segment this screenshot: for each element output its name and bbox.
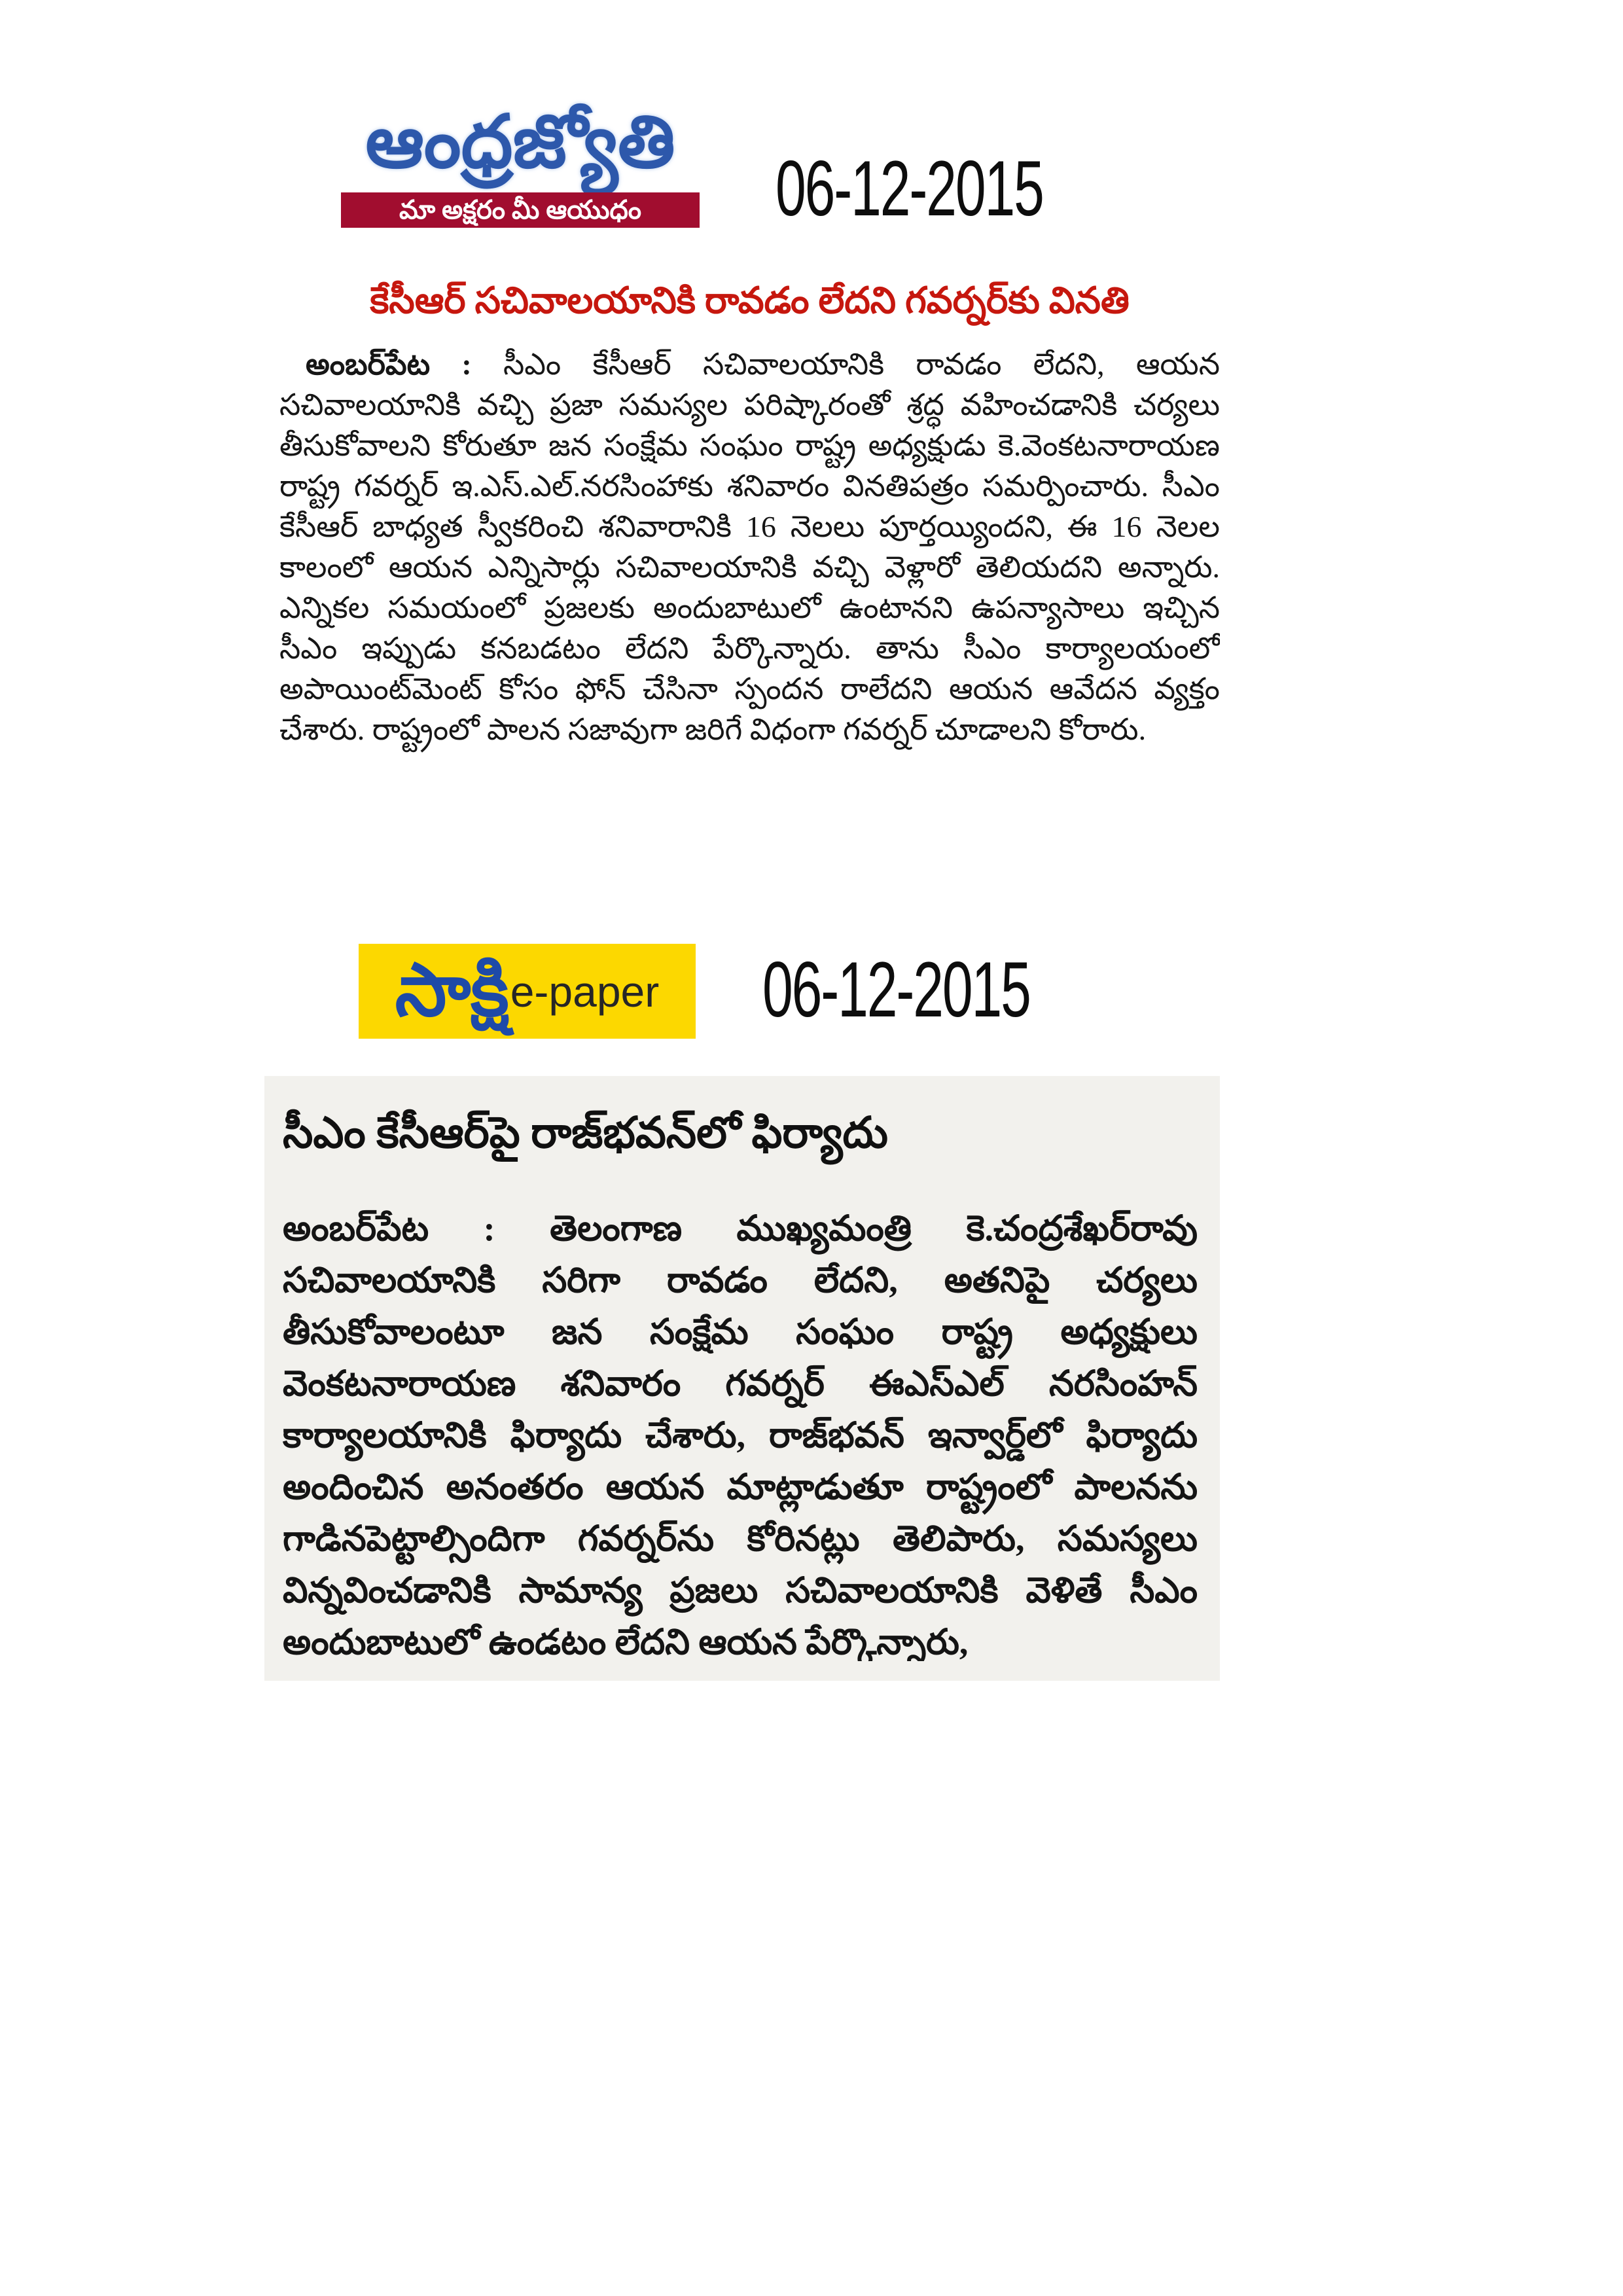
article2-panel (264, 1076, 1220, 1681)
andhra-jyothi-logo-title: ఆంధ్రజ్యోతి (365, 102, 675, 183)
article2-text: తెలంగాణ ముఖ్యమంత్రి కె.చంద్రశేఖర్‌రావు సచివాలయానికి సరిగా రావడం లేదని, అతనిపై చర్యలు తీసుకోవాలంటూ జన సంక్షేమ సంఘం రాష్ట్ర అధ్యక్షులు వెంకటనారాయణ శనివారం గవర్నర్ ఈఎస్ఎల్ నరసింహన్ కార్యాలయానికి ఫిర్యాదు చేశారు, రాజ్‌భవన్ ఇన్వార్డ్‌లో ఫిర్యాదు అందించిన అనంతరం ఆయన మాట్లాడుతూ రాష్ట్రంలో పాలనను గాడినపెట్టాల్సిందిగా గవర్నర్‌ను కోరినట్లు తెలిపారు, సమస్యలు విన్నవించడానికి సామాన్య ప్రజలు సచివాలయానికి వెళితే సీఎం అందుబాటులో ఉండటం లేదని ఆయన పేర్కొన్నారు, (283, 1209, 1198, 1661)
date-sakshi: 06-12-2015 (762, 946, 1030, 1033)
andhra-jyothi-logo (330, 97, 710, 228)
article1-body (279, 344, 1220, 768)
article2-body (283, 1203, 1198, 1661)
article1-text: సీఎం కేసీఆర్ సచివాలయానికి రావడం లేదని, ఆయన సచివాలయానికి వచ్చి ప్రజా సమస్యల పరిష్కారంతో శ్రద్ధ వహించడానికి చర్యలు తీసుకోవాలని కోరుతూ జన సంక్షేమ సంఘం రాష్ట్ర అధ్యక్షుడు కె.వెంకటనారాయణ రాష్ట్ర గవర్నర్ ఇ.ఎస్.ఎల్.నరసింహాకు శనివారం వినతిపత్రం సమర్పించారు. సీఎం కేసీఆర్ బాధ్యత స్వీకరించి శనివారానికి 16 నెలలు పూర్తయ్యిందని, ఈ 16 నెలల కాలంలో ఆయన ఎన్నిసార్లు సచివాలయానికి వచ్చి వెళ్లారో తెలియదని అన్నారు. ఎన్నికల సమయంలో ప్రజలకు అందుబాటులో ఉంటానని ఉపన్యాసాలు ఇచ్చిన సీఎం ఇప్పుడు కనబడటం లేదని పేర్కొన్నారు. తాను సీఎం కార్యాలయంలో అపాయింట్‌మెంట్ కోసం ఫోన్ చేసినా స్పందన రాలేదని ఆయన ఆవేదన వ్యక్తం చేశారు. రాష్ట్రంలో పాలన సజావుగా జరిగే విధంగా గవర్నర్ చూడాలని కోరారు. (279, 348, 1220, 746)
andhra-jyothi-tagline: మా అక్షరం మీ ఆయుధం (399, 195, 642, 224)
sakshi-logo-title: సాక్షి (395, 950, 509, 1031)
date-andhra-jyothi: 06-12-2015 (776, 145, 1043, 232)
article2-dateline: అంబర్‌పేట : (283, 1209, 550, 1248)
sakshi-logo (359, 944, 696, 1039)
sakshi-epaper-label: e-paper (510, 967, 660, 1016)
article2-headline: సీఎం కేసీఆర్‌పై రాజ్‌భవన్‌లో ఫిర్యాదు (283, 1109, 888, 1157)
article1-headline: కేసీఆర్ సచివాలయానికి రావడం లేదని గవర్నర్‌కు వినతి (370, 281, 1130, 321)
article1-dateline: అంబర్‌పేట : (306, 348, 503, 381)
andhra-jyothi-tagline-banner (341, 192, 700, 228)
